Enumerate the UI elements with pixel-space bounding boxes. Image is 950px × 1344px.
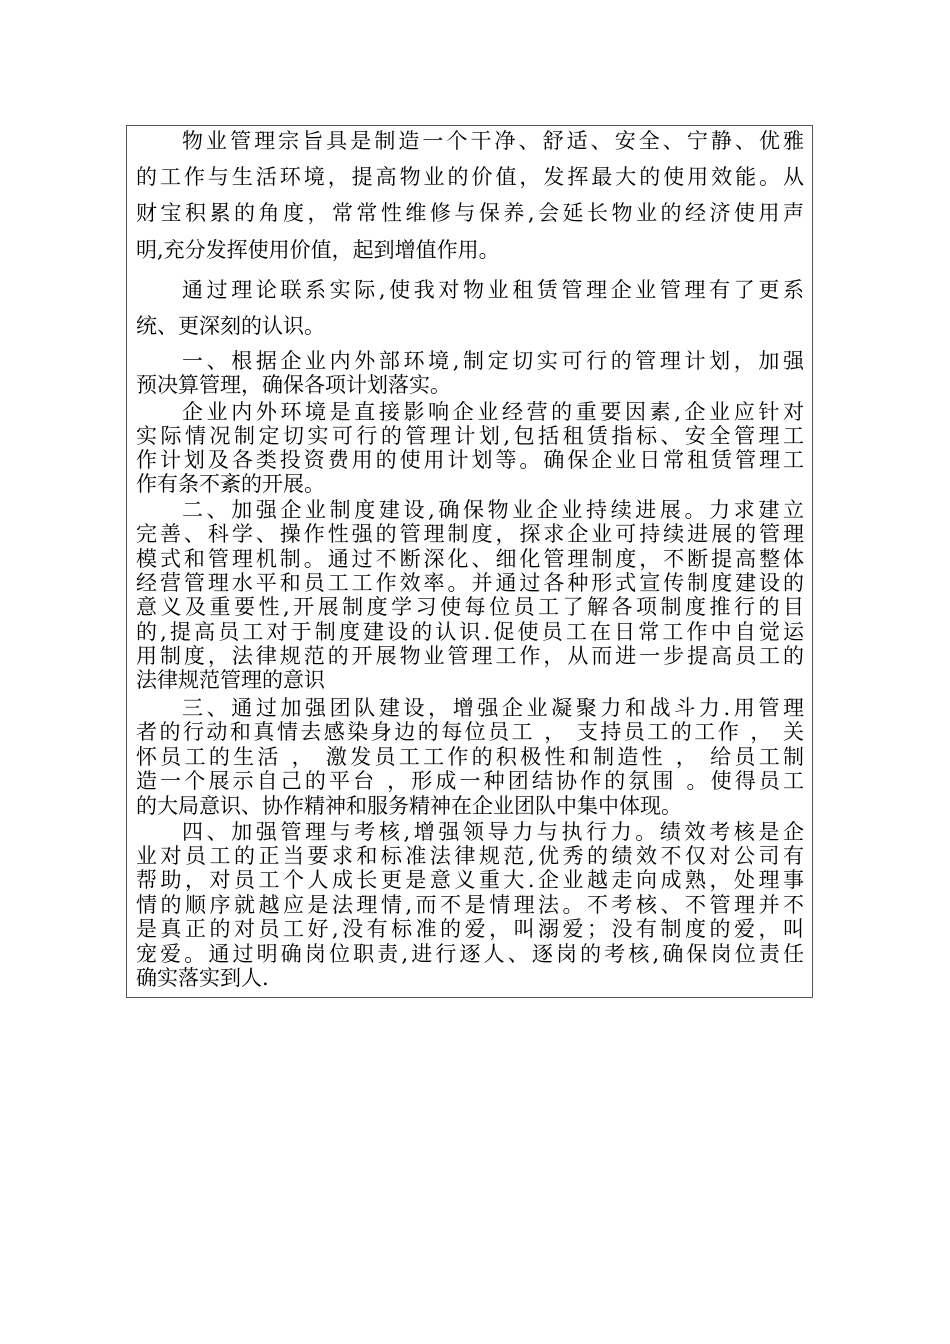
paragraph-6-line-3: 怀员工的生活 ， 激发员工工作的积极性和制造性 ， 给员工制 (136, 745, 804, 769)
paragraph-6-line-4: 造一个展示自己的平台 ，形成一种团结协作的氛围 。使得员工 (136, 769, 804, 793)
paragraph-7-line-1: 四、加强管理与考核,增强领导力与执行力。绩效考核是企 (182, 820, 804, 844)
paragraph-5-line-6: 的,提高员工对于制度建设的认识.促使员工在日常工作中自觉运 (136, 620, 804, 644)
paragraph-1-line-2: 的工作与生活环境，提高物业的价值，发挥最大的使用效能。从 (136, 165, 804, 189)
paragraph-7-line-4: 情的顺序就越应是法理情,而不是情理法。不考核、不管理并不 (136, 893, 804, 917)
paragraph-3-line-2: 预决算管理，确保各项计划落实。 (136, 373, 451, 397)
paragraph-2-line-2: 统、更深刻的认识。 (136, 314, 325, 338)
paragraph-5-line-7: 用制度，法律规范的开展物业管理工作，从而进一步提高员工的 (136, 644, 804, 668)
paragraph-6-line-2: 者的行动和真情去感染身边的每位员工 ， 支持员工的工作 ， 关 (136, 720, 804, 744)
paragraph-4-line-3: 作计划及各类投资费用的使用计划等。确保企业日常租赁管理工 (136, 448, 804, 472)
paragraph-4-line-4: 作有条不紊的开展。 (136, 472, 325, 496)
paragraph-7-line-3: 帮助，对员工个人成长更是意义重大.企业越走向成熟，处理事 (136, 868, 804, 892)
paragraph-5-line-1: 二、加强企业制度建设,确保物业企业持续进展。力求建立 (182, 498, 804, 522)
paragraph-4-line-2: 实际情况制定切实可行的管理计划,包括租赁指标、安全管理工 (136, 424, 804, 448)
paragraph-5-line-2: 完善、科学、操作性强的管理制度，探求企业可持续进展的管理 (136, 522, 804, 546)
paragraph-5-line-4: 经营管理水平和员工工作效率。并通过各种形式宣传制度建设的 (136, 571, 804, 595)
paragraph-1-line-4: 明,充分发挥使用价值，起到增值作用。 (136, 238, 500, 262)
paragraph-5-line-8: 法律规范管理的意识 (136, 668, 325, 692)
paragraph-2-line-1: 通过理论联系实际,使我对物业租赁管理企业管理有了更系 (182, 278, 804, 302)
paragraph-7-line-2: 业对员工的正当要求和标准法律规范,优秀的绩效不仅对公司有 (136, 844, 804, 868)
paragraph-5-line-3: 模式和管理机制。通过不断深化、细化管理制度，不断提高整体 (136, 547, 804, 571)
paragraph-7-line-5: 是真正的对员工好,没有标准的爱，叫溺爱；没有制度的爱，叫 (136, 917, 804, 941)
paragraph-7-line-7: 确实落实到人. (136, 966, 269, 990)
paragraph-5-line-5: 意义及重要性,开展制度学习使每位员工了解各项制度推行的目 (136, 595, 804, 619)
paragraph-1-line-3: 财宝积累的角度，常常性维修与保养,会延长物业的经济使用声 (136, 201, 804, 225)
paragraph-1-line-1: 物业管理宗旨具是制造一个干净、舒适、安全、宁静、优雅 (182, 129, 804, 153)
paragraph-6-line-1: 三、通过加强团队建设，增强企业凝聚力和战斗力.用管理 (182, 696, 804, 720)
paragraph-6-line-5: 的大局意识、协作精神和服务精神在企业团队中集中体现。 (136, 794, 682, 818)
paragraph-3-line-1: 一、根据企业内外部环境,制定切实可行的管理计划，加强 (182, 349, 804, 373)
paragraph-7-line-6: 宠爱。通过明确岗位职责,进行逐人、逐岗的考核,确保岗位责任 (136, 942, 804, 966)
paragraph-4-line-1: 企业内外环境是直接影响企业经营的重要因素,企业应针对 (182, 400, 804, 424)
